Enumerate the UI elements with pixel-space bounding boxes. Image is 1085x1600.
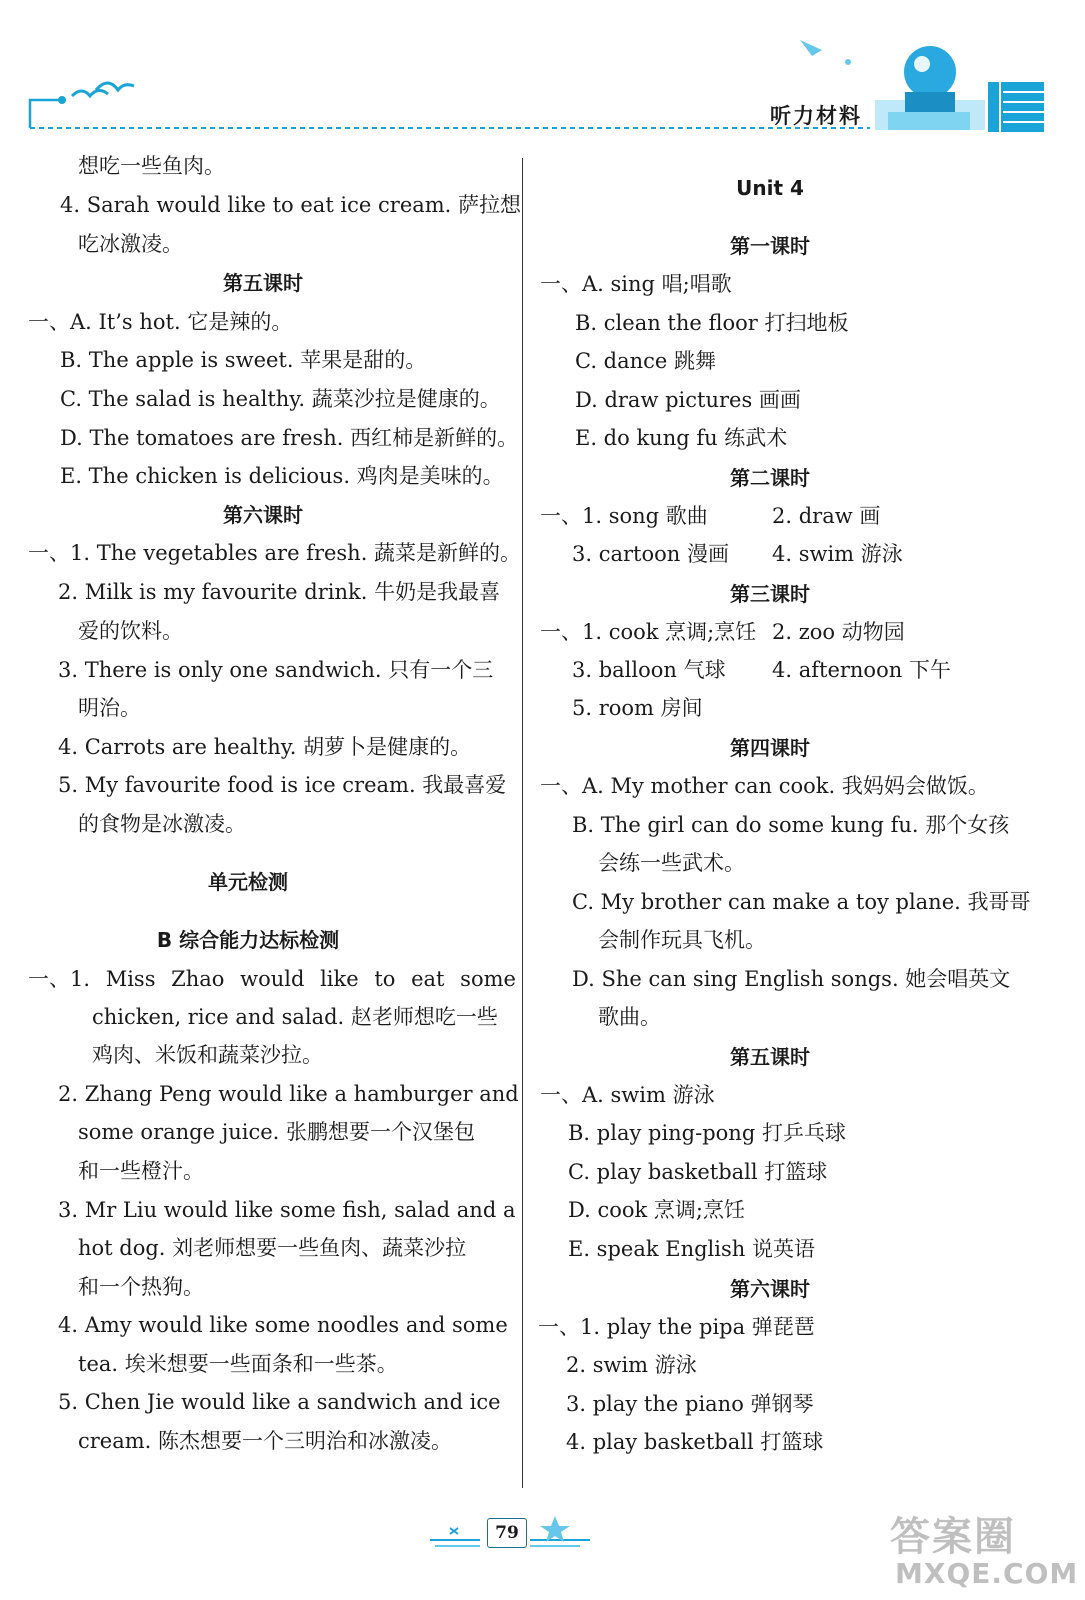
text-line: E. do kung fu 练武术	[575, 426, 788, 450]
section-heading: 第六课时	[223, 503, 303, 527]
text-line: 4. Amy would like some noodles and some	[58, 1313, 508, 1337]
text-line: 一、A. It’s hot. 它是辣的。	[28, 310, 293, 334]
unit-heading: Unit 4	[736, 176, 804, 200]
watermark-url: MXQE.COM	[895, 1557, 1079, 1590]
text-line: 一、A. swim 游泳	[540, 1083, 715, 1107]
text-line: C. The salad is healthy. 蔬菜沙拉是健康的。	[60, 387, 501, 411]
section-heading: 第五课时	[730, 1045, 810, 1069]
text-line: 会练一些武术。	[598, 851, 745, 875]
text-line: 鸡肉、米饭和蔬菜沙拉。	[92, 1043, 323, 1067]
text-line: B. The apple is sweet. 苹果是甜的。	[60, 348, 427, 372]
text-line: D. draw pictures 画画	[575, 388, 801, 412]
text-line: 明治。	[78, 696, 141, 720]
text-line: 会制作玩具飞机。	[598, 928, 766, 952]
page-footer	[430, 1510, 660, 1560]
text-line: D. She can sing English songs. 她会唱英文	[572, 967, 1011, 991]
text-line: 的食物是冰激凌。	[78, 812, 246, 836]
text-line: E. The chicken is delicious. 鸡肉是美味的。	[60, 464, 504, 488]
text-line: 5. My favourite food is ice cream. 我最喜爱	[58, 773, 507, 797]
text-line: 4. afternoon 下午	[772, 658, 951, 682]
starfish-icon	[540, 1516, 570, 1542]
text-line: 4. play basketball 打篮球	[566, 1430, 824, 1454]
section-heading: 第二课时	[730, 466, 810, 490]
text-line: 5. room 房间	[572, 696, 703, 720]
text-line: 一、1. song 歌曲	[540, 504, 708, 528]
text-line: 一、A. My mother can cook. 我妈妈会做饭。	[540, 774, 989, 798]
text-line: 4. Sarah would like to eat ice cream. 萨拉想	[60, 193, 522, 217]
text-line: 和一个热狗。	[78, 1275, 204, 1299]
text-line: 2. Milk is my favourite drink. 牛奶是我最喜	[58, 580, 501, 604]
text-line: 2. zoo 动物园	[772, 620, 905, 644]
text-line: 2. Zhang Peng would like a hamburger and	[58, 1082, 519, 1106]
text-line: 5. Chen Jie would like a sandwich and ice	[58, 1390, 501, 1414]
section-heading: 第四课时	[730, 736, 810, 760]
bird-icon	[72, 90, 108, 96]
text-line: tea. 埃米想要一些面条和一些茶。	[78, 1352, 398, 1376]
text-line: 和一些橙汁。	[78, 1159, 204, 1183]
text-line: hot dog. 刘老师想要一些鱼肉、蔬菜沙拉	[78, 1236, 467, 1260]
footer-decoration	[430, 1510, 660, 1560]
text-line: E. speak English 说英语	[568, 1237, 815, 1261]
text-line: 4. swim 游泳	[772, 542, 903, 566]
text-line: B. clean the floor 打扫地板	[575, 311, 849, 335]
section-heading: 单元检测	[208, 870, 288, 894]
text-line: 一、A. sing 唱;唱歌	[540, 272, 732, 296]
text-line: some orange juice. 张鹏想要一个汉堡包	[78, 1120, 475, 1144]
text-line: 吃冰激凌。	[78, 232, 183, 256]
text-line: 3. Mr Liu would like some fish, salad and a	[58, 1198, 516, 1222]
header-title: 听力材料	[770, 104, 862, 128]
text-line: C. play basketball 打篮球	[568, 1160, 828, 1184]
text-line: 3. cartoon 漫画	[572, 542, 729, 566]
text-line: 想吃一些鱼肉。	[78, 154, 225, 178]
text-line: 歌曲。	[598, 1005, 661, 1029]
text-line: 3. balloon 气球	[572, 658, 726, 682]
text-line: C. My brother can make a toy plane. 我哥哥	[572, 890, 1031, 914]
watermark-logo-text: 答案圈	[890, 1514, 1016, 1560]
text-line: 一、1. Miss Zhao would like to eat some	[28, 967, 516, 991]
text-line: C. dance 跳舞	[575, 349, 717, 373]
text-line: chicken, rice and salad. 赵老师想吃一些	[92, 1005, 498, 1029]
bird-icon	[96, 83, 134, 90]
header-decoration	[0, 0, 1085, 140]
text-line: cream. 陈杰想要一个三明治和冰激凌。	[78, 1429, 453, 1453]
watermark	[880, 1505, 1080, 1600]
section-heading: 第六课时	[730, 1277, 810, 1301]
text-line: 2. draw 画	[772, 504, 881, 528]
page-number: 79	[487, 1518, 527, 1548]
text-line: 一、1. play the pipa 弹琵琶	[538, 1315, 815, 1339]
text-line: D. The tomatoes are fresh. 西红柿是新鲜的。	[60, 426, 519, 450]
page-header	[0, 0, 1085, 140]
text-line: B. play ping-pong 打乒乓球	[568, 1121, 846, 1145]
section-heading: 第五课时	[223, 271, 303, 295]
text-line: 2. swim 游泳	[566, 1353, 697, 1377]
text-line: 4. Carrots are healthy. 胡萝卜是健康的。	[58, 735, 472, 759]
section-heading: 第三课时	[730, 582, 810, 606]
section-heading: B 综合能力达标检测	[156, 928, 340, 952]
text-line: 一、1. The vegetables are fresh. 蔬菜是新鲜的。	[28, 541, 522, 565]
column-divider	[522, 158, 523, 1488]
section-heading: 第一课时	[730, 234, 810, 258]
text-line: B. The girl can do some kung fu. 那个女孩	[572, 813, 1010, 837]
text-line: D. cook 烹调;烹饪	[568, 1198, 745, 1222]
text-line: 3. play the piano 弹钢琴	[566, 1392, 814, 1416]
text-line: 一、1. cook 烹调;烹饪	[540, 620, 757, 644]
text-line: 3. There is only one sandwich. 只有一个三	[58, 658, 494, 682]
text-line: 爱的饮料。	[78, 619, 183, 643]
